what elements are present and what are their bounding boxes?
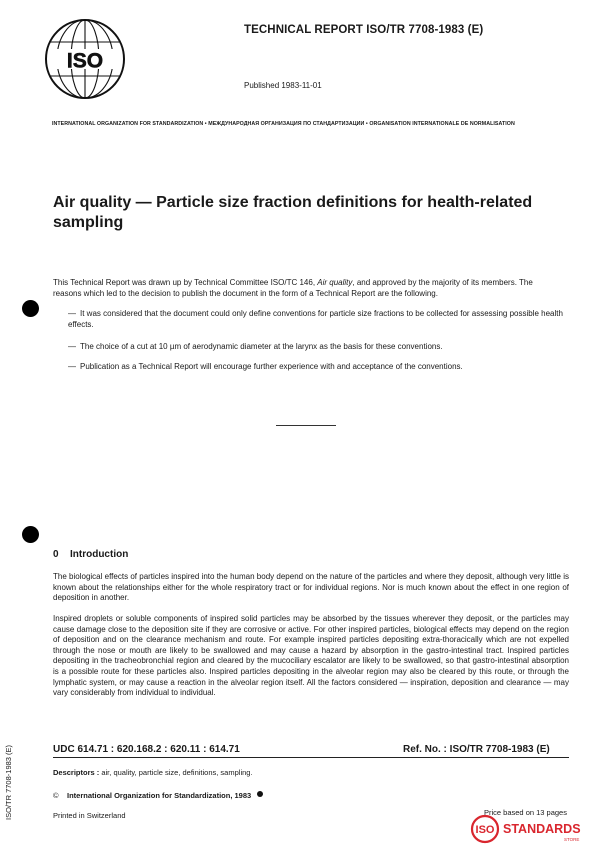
price-note: Price based on 13 pages xyxy=(484,808,567,817)
watermark-standards-text: STANDARDS xyxy=(503,822,581,836)
foreword-text-start: This Technical Report was drawn up by Technical Committee ISO/TC 146, xyxy=(53,278,318,287)
bullet-item xyxy=(68,308,568,330)
punch-hole-middle xyxy=(22,526,39,543)
bullet-item xyxy=(68,341,568,352)
punch-hole-top xyxy=(22,300,39,317)
body-paragraph: The biological effects of particles inspired into the human body depend on the nature of the particles and where they deposit, although very little is known about the relationships either for the whole respiratory tract or for individual regions. Nor is much known about the effect in one region of deposition in another. xyxy=(53,572,569,603)
bullet-dash: — xyxy=(68,342,76,351)
foreword-paragraph xyxy=(53,277,563,299)
separator-rule xyxy=(276,425,336,426)
bullet-text: It was considered that the document could only define conventions for particle size fractions to be collected for assessing possible health effects. xyxy=(68,309,563,329)
footer-rule xyxy=(53,757,569,758)
body-paragraph: Inspired droplets or soluble components of inspired solid particles may be absorbed by the tissues wherever they deposit, or the particles may cause damage close to the deposition site if they are corrosive or active. For other inspired particles, biological effects may depend on the region of deposition and on the clearance mechanism and route. For example inspired particles depositing extra-thoracically which are not expelled through the nose or mouth are likely to be swallowed and may cause a hazard by absorption in the gastro-intestinal tract. Inspired particles depositing in the tracheobronchial region and cleared by the mucociliary escalator are likely to be swallowed, so that gastro-intestinal absorption is a possible route for these particles also. Inspired particles depositing in the alveolar region may also be cleared by this route, or through the lymphatic system, or may cause a reaction in the alveolar region itself. All the factors considered — inspiration, deposition and clearance — may vary considerably from individual to individual. xyxy=(53,614,569,698)
report-title: TECHNICAL REPORT ISO/TR 7708-1983 (E) xyxy=(244,24,484,36)
bullet-dash: — xyxy=(68,309,76,318)
bullet-text: Publication as a Technical Report will encourage further experience with and acceptance of the conventions. xyxy=(80,362,463,371)
descriptors-label: Descriptors : xyxy=(53,768,100,777)
organization-line: INTERNATIONAL ORGANIZATION FOR STANDARDIZATION • МЕЖДУНАРОДНАЯ ОРГАНИЗАЦИЯ ПО СТАНДАРТИЗАЦИИ • ORGANISATION INTERNATIONALE DE NORMALISATION xyxy=(52,121,515,127)
document-title: Air quality — Particle size fraction definitions for health-related sampling xyxy=(53,194,533,231)
bullet-item xyxy=(68,361,568,372)
iso-standards-watermark xyxy=(470,814,598,846)
copyright-line xyxy=(53,791,263,800)
descriptors xyxy=(53,768,253,777)
committee-name: Air quality xyxy=(317,278,353,287)
watermark-store-text: STORE xyxy=(564,837,580,842)
iso-logo xyxy=(44,18,126,100)
bullet-dot-icon xyxy=(257,791,263,797)
udc-code: UDC 614.71 : 620.168.2 : 620.11 : 614.71 xyxy=(53,744,240,755)
copyright-text: International Organization for Standardization, 1983 xyxy=(67,791,252,800)
section-title: Introduction xyxy=(70,549,129,560)
printed-in: Printed in Switzerland xyxy=(53,811,126,820)
iso-logo-text: ISO xyxy=(66,49,104,73)
side-document-code: ISO/TR 7708-1983 (E) xyxy=(4,744,13,820)
published-date: Published 1983-11-01 xyxy=(244,81,322,90)
bullet-dash: — xyxy=(68,362,76,371)
section-number: 0 xyxy=(53,549,59,560)
foreword-text-end: , and approved by the majority of its members. The reasons which led to the decision to publish the document in the form of a Technical Report are the following. xyxy=(53,278,533,298)
watermark-iso-text: ISO xyxy=(475,824,495,836)
section-heading xyxy=(53,549,128,560)
reference-number: Ref. No. : ISO/TR 7708-1983 (E) xyxy=(403,744,550,755)
copyright-symbol: © xyxy=(53,791,59,800)
bullet-text: The choice of a cut at 10 µm of aerodynamic diameter at the larynx as the basis for these conventions. xyxy=(80,342,443,351)
descriptors-values: air, quality, particle size, definitions, sampling. xyxy=(99,768,253,777)
